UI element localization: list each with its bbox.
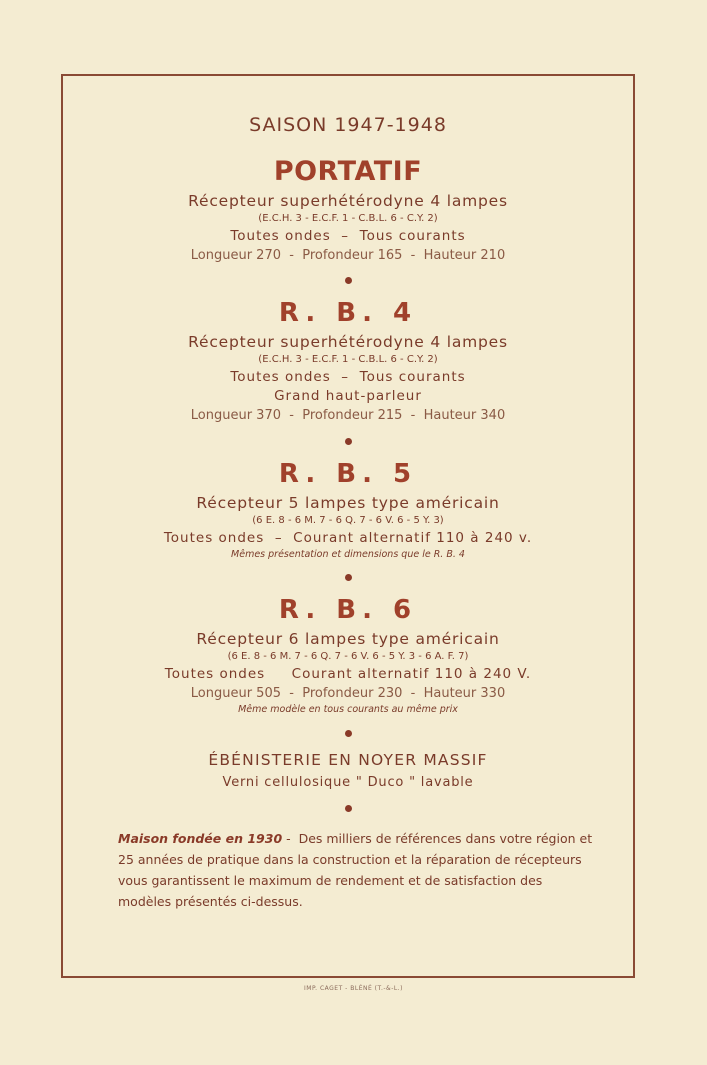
receiver-description: Récepteur superhétérodyne 4 lampes [188, 333, 508, 352]
waveband-info: Toutes ondes – Tous courants [230, 227, 466, 244]
section-title: R. B. 4 [278, 298, 418, 329]
receiver-description: Récepteur 5 lampes type américain [196, 493, 500, 512]
section-portatif [63, 156, 633, 263]
waveband-info: Toutes ondes – Courant alternatif 110 à 240 v. [163, 529, 533, 546]
dimensions: Longueur 270 - Profondeur 165 - Hauteur 210 [190, 247, 506, 263]
dimensions: Longueur 370 - Profondeur 215 - Hauteur 340 [190, 408, 506, 424]
company-description: - Des milliers de références dans votre région et 25 années de pratique dans la construction et la réparation de récepteurs vous garantissent le maximum de rendement et de satisfaction des modèles présentés ci-dessus. [118, 831, 597, 910]
section-rb6 [63, 595, 633, 716]
catalog-content [63, 76, 633, 912]
receiver-description: Récepteur 6 lampes type américain [196, 630, 500, 649]
printer-imprint: IMP. CAGET - BLÉNÉ (T.-&-L.) [304, 985, 403, 992]
waveband-info: Toutes ondes – Tous courants [230, 368, 466, 385]
model-note: Mêmes présentation et dimensions que le R. B. 4 [231, 548, 465, 560]
dimensions: Longueur 505 - Profondeur 230 - Hauteur 330 [190, 685, 506, 701]
section-title: PORTATIF [273, 156, 423, 187]
tube-list: (E.C.H. 3 - E.C.F. 1 - C.B.L. 6 - C.Y. 2) [258, 353, 438, 365]
season-heading: SAISON 1947-1948 [249, 114, 447, 136]
speaker-info: Grand haut-parleur [274, 388, 422, 405]
bullet-separator [345, 805, 352, 812]
tube-list: (6 E. 8 - 6 M. 7 - 6 Q. 7 - 6 V. 6 - 5 Y. 3 - 6 A. F. 7) [227, 650, 469, 662]
bullet-separator [345, 438, 352, 445]
bullet-separator [345, 574, 352, 581]
founded-statement: Maison fondée en 1930 [118, 831, 283, 847]
model-note: Même modèle en tous courants au même prix [238, 704, 458, 716]
finish-description: Verni cellulosique " Duco " lavable [222, 775, 474, 791]
section-rb5 [63, 459, 633, 560]
section-title: R. B. 6 [278, 595, 418, 626]
waveband-info: Toutes ondes Courant alternatif 110 à 240 V. [164, 665, 532, 682]
section-title: R. B. 5 [278, 458, 418, 489]
section-rb4 [63, 298, 633, 424]
receiver-description: Récepteur superhétérodyne 4 lampes [188, 192, 508, 210]
tube-list: (E.C.H. 3 - E.C.F. 1 - C.B.L. 6 - C.Y. 2) [258, 212, 438, 224]
company-paragraph [118, 828, 597, 912]
tube-list: (6 E. 8 - 6 M. 7 - 6 Q. 7 - 6 V. 6 - 5 Y. 3) [252, 514, 444, 526]
bullet-separator [345, 277, 352, 284]
cabinet-heading: ÉBÉNISTERIE EN NOYER MASSIF [208, 750, 488, 769]
bullet-separator [345, 730, 352, 737]
